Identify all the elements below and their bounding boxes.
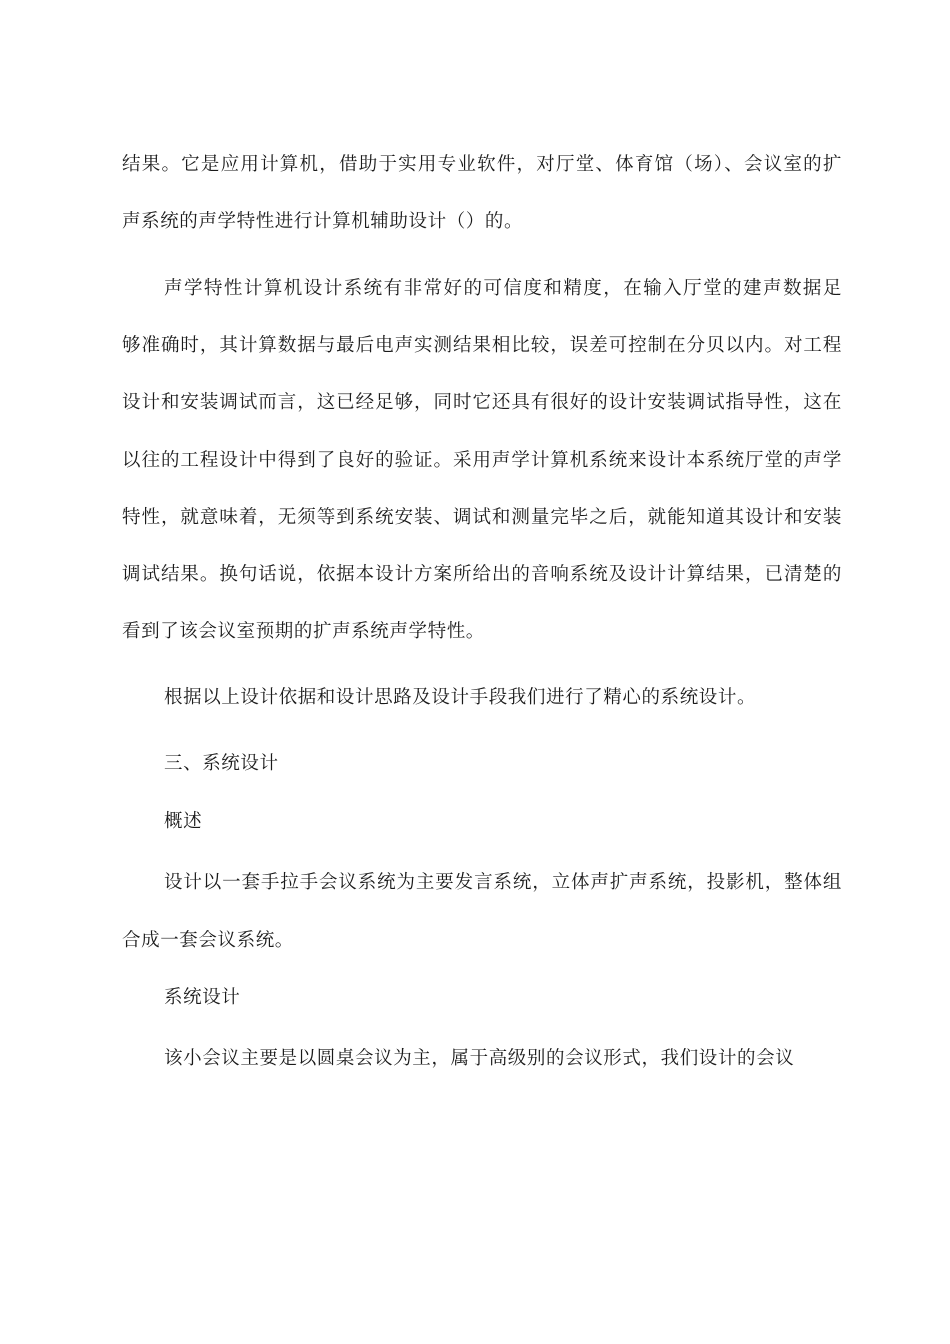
paragraph-5: 该小会议主要是以圆桌会议为主，属于高级别的会议形式，我们设计的会议 <box>164 1048 795 1069</box>
paragraph-2-line-3: 设计和安装调试而言，这已经足够，同时它还具有很好的设计安装调试指导性，这在 <box>122 392 842 413</box>
paragraph-1-line-2: 声系统的声学特性进行计算机辅助设计（）的。 <box>122 211 524 232</box>
paragraph-1-line-1: 结果。它是应用计算机，借助于实用专业软件，对厅堂、体育馆（场）、会议室的扩 <box>122 154 842 175</box>
paragraph-2-line-1: 声学特性计算机设计系统有非常好的可信度和精度，在输入厅堂的建声数据足 <box>164 278 842 299</box>
paragraph-3: 根据以上设计依据和设计思路及设计手段我们进行了精心的系统设计。 <box>164 687 757 708</box>
paragraph-2-line-2: 够准确时，其计算数据与最后电声实测结果相比较，误差可控制在分贝以内。对工程 <box>122 335 842 356</box>
paragraph-2-line-5: 特性，就意味着，无须等到系统安装、调试和测量完毕之后，就能知道其设计和安装 <box>122 507 842 528</box>
design-heading: 系统设计 <box>164 987 241 1008</box>
paragraph-4-line-1: 设计以一套手拉手会议系统为主要发言系统，立体声扩声系统，投影机，整体组 <box>164 872 842 893</box>
section-heading: 三、系统设计 <box>164 753 279 774</box>
paragraph-4-line-2: 合成一套会议系统。 <box>122 930 294 951</box>
paragraph-2-line-7: 看到了该会议室预期的扩声系统声学特性。 <box>122 621 485 642</box>
paragraph-2-line-6: 调试结果。换句话说，依据本设计方案所给出的音响系统及设计计算结果，已清楚的 <box>122 564 842 585</box>
paragraph-2-line-4: 以往的工程设计中得到了良好的验证。采用声学计算机系统来设计本系统厅堂的声学 <box>122 450 842 471</box>
overview-heading: 概述 <box>164 811 203 832</box>
